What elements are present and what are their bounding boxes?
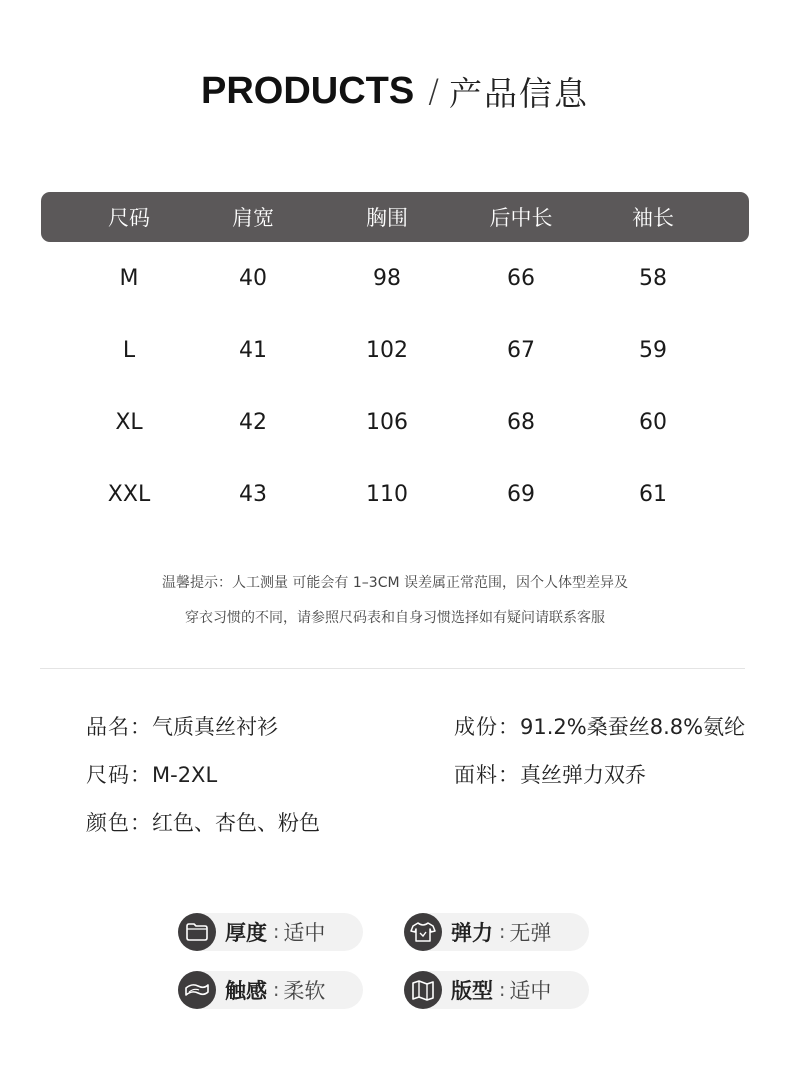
column-header-back-length: 后中长: [489, 206, 553, 230]
notice-line-1: 温馨提示：人工测量 可能会有 1–3CM 误差属正常范围，因个人体型差异及: [161, 575, 629, 591]
table-cell: 42: [239, 409, 267, 435]
info-label: 颜色：: [86, 811, 152, 835]
feature-thickness: [178, 913, 363, 951]
table-cell: 58: [639, 265, 667, 291]
page-title: [0, 66, 790, 116]
info-value: 真丝弹力双乔: [520, 763, 646, 787]
info-value: M-2XL: [152, 763, 218, 787]
feature-separator: :: [499, 921, 506, 943]
table-cell: 106: [366, 409, 408, 435]
table-header-row: [41, 192, 749, 242]
table-cell: 102: [366, 337, 408, 363]
feature-touch: [178, 971, 363, 1009]
title-english: PRODUCTS: [200, 69, 415, 112]
info-size: [86, 760, 217, 790]
column-header-shoulder: 肩宽: [232, 206, 274, 230]
feature-label: 触感: [225, 979, 267, 1003]
column-header-chest: 胸围: [366, 206, 408, 230]
info-label: 尺码：: [86, 763, 152, 787]
info-label: 成份：: [454, 715, 520, 739]
feature-separator: :: [499, 979, 506, 1001]
table-cell: L: [122, 337, 136, 363]
table-cell: 110: [366, 481, 408, 507]
table-row: [41, 386, 749, 458]
table-cell: 68: [507, 409, 535, 435]
info-color: [86, 808, 320, 838]
table-cell: 60: [639, 409, 667, 435]
info-value: 红色、杏色、粉色: [152, 811, 320, 835]
table-row: [41, 458, 749, 530]
title-chinese: 产品信息: [449, 73, 589, 113]
notice-line-2: 穿衣习惯的不同，请参照尺码表和自身习惯选择如有疑问请联系客服: [185, 610, 605, 626]
title-separator: /: [428, 72, 439, 110]
table-cell: 59: [639, 337, 667, 363]
feature-separator: :: [273, 921, 280, 943]
feature-fit: [404, 971, 589, 1009]
fabric-icon: [178, 971, 216, 1009]
info-composition: [454, 712, 745, 742]
feature-value: 适中: [509, 979, 552, 1003]
table-cell: 43: [239, 481, 267, 507]
table-row: [41, 242, 749, 314]
table-body: [41, 242, 749, 530]
table-cell: 69: [507, 481, 535, 507]
table-row: [41, 314, 749, 386]
info-fabric: [454, 760, 646, 790]
info-label: 面料：: [454, 763, 520, 787]
table-cell: XXL: [107, 481, 151, 507]
map-icon: [404, 971, 442, 1009]
column-header-size: 尺码: [108, 206, 150, 230]
table-cell: 67: [507, 337, 535, 363]
table-cell: 61: [639, 481, 667, 507]
measurement-notice: [0, 566, 790, 636]
feature-separator: :: [273, 979, 280, 1001]
table-cell: 98: [373, 265, 401, 291]
info-label: 品名：: [86, 715, 152, 739]
tshirt-icon: [404, 913, 442, 951]
table-cell: M: [119, 265, 139, 291]
feature-label: 版型: [451, 979, 493, 1003]
info-value: 气质真丝衬衫: [152, 715, 278, 739]
table-cell: 41: [239, 337, 267, 363]
feature-value: 适中: [283, 921, 326, 945]
feature-value: 柔软: [283, 979, 326, 1003]
folder-icon: [178, 913, 216, 951]
feature-label: 厚度: [225, 921, 267, 945]
info-value: 91.2%桑蚕丝8.8%氨纶: [520, 715, 746, 739]
section-divider: [40, 668, 745, 669]
table-cell: 40: [239, 265, 267, 291]
column-header-sleeve: 袖长: [632, 206, 674, 230]
size-table: [41, 192, 749, 530]
feature-elasticity: [404, 913, 589, 951]
table-cell: XL: [115, 409, 143, 435]
table-cell: 66: [507, 265, 535, 291]
feature-label: 弹力: [451, 921, 493, 945]
info-product-name: [86, 712, 278, 742]
feature-value: 无弹: [509, 921, 552, 945]
